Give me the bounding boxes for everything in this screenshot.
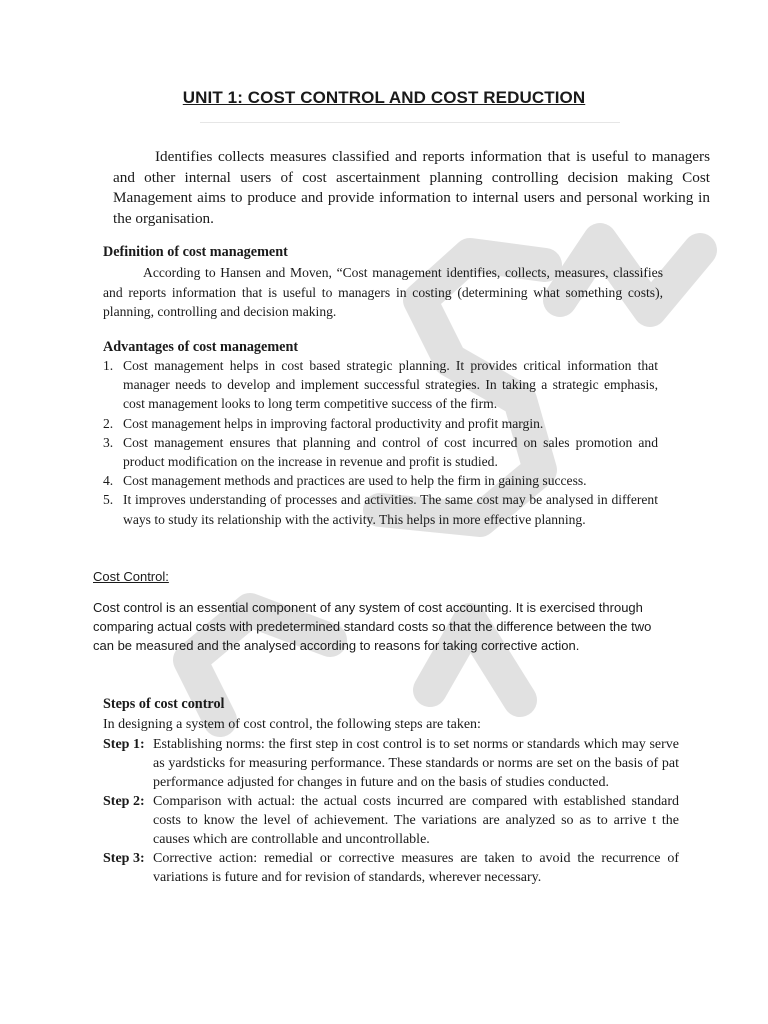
list-item <box>103 471 658 490</box>
definition-text: According to Hansen and Moven, “Cost management identifies, collects, measures, classifies and reports information that is useful to managers in costing (determining what something costs), planning, controlling and decision making. <box>103 265 663 319</box>
step-text: Comparison with actual: the actual costs incurred are compared with established standard costs to know the level of achievement. The variations are analyzed so as to arrive t the causes which are controllable and uncontrollable. <box>153 794 679 847</box>
step-item <box>103 849 679 887</box>
cost-control-paragraph: Cost control is an essential component of any system of cost accounting. It is exercised through comparing actual costs with predetermined standard costs so that the difference between the two can be measured and the analysed according to reasons for taking corrective action. <box>93 600 652 653</box>
step-item <box>103 735 679 792</box>
cost-control-heading: Cost Control: <box>93 569 169 584</box>
list-item <box>103 490 658 528</box>
steps-intro: In designing a system of cost control, the following steps are taken: <box>103 717 481 732</box>
list-item-number: 2. <box>103 415 114 431</box>
intro-text: Identifies collects measures classified and reports information that is useful to managers and other internal users of cost ascertainment planning controlling decision making Cost Management aims to produce and provide information to internal users and personal working in the organisation. <box>113 148 710 227</box>
list-item-text: Cost management methods and practices are used to help the firm in gaining success. <box>123 473 587 489</box>
advantages-list <box>103 356 658 529</box>
list-item <box>103 356 658 414</box>
list-item-number: 5. <box>103 492 114 508</box>
step-text: Corrective action: remedial or corrective measures are taken to avoid the recurrence of variations is future and for revision of standards, wherever necessary. <box>153 851 679 885</box>
step-label: Step 3: <box>103 851 145 866</box>
list-item-number: 3. <box>103 434 114 450</box>
list-item-text: Cost management helps in improving factoral productivity and profit margin. <box>123 415 544 431</box>
definition-paragraph <box>103 263 663 322</box>
list-item <box>103 433 658 471</box>
step-label: Step 1: <box>103 737 145 752</box>
title-divider <box>200 122 620 123</box>
step-item <box>103 792 679 849</box>
list-item-number: 4. <box>103 473 114 489</box>
list-item <box>103 414 658 433</box>
steps-list <box>103 735 679 887</box>
advantages-heading: Advantages of cost management <box>103 339 299 355</box>
step-text: Establishing norms: the first step in cost control is to set norms or standards which may serve as yardsticks for measuring performance. These standards or norms are set on the basis of pat performance adjusted for changes in future and on the basis of studies conducted. <box>153 737 679 790</box>
list-item-text: Cost management helps in cost based strategic planning. It provides critical information that manager needs to develop and implement successful strategies. In taking a strategic emphasis, cost management looks to long term competitive success of the firm. <box>123 358 658 412</box>
steps-heading: Steps of cost control <box>103 696 225 712</box>
intro-paragraph <box>113 147 710 229</box>
step-label: Step 2: <box>103 794 145 809</box>
page-title: UNIT 1: COST CONTROL AND COST REDUCTION <box>182 88 586 107</box>
list-item-text: It improves understanding of processes and activities. The same cost may be analysed in different ways to study its relationship with the activity. This helps in more effective planning. <box>123 492 658 527</box>
definition-heading: Definition of cost management <box>103 244 288 260</box>
list-item-text: Cost management ensures that planning and control of cost incurred on sales promotion and product modification on the increase in revenue and profit is studied. <box>123 434 658 470</box>
list-item-number: 1. <box>103 358 114 373</box>
